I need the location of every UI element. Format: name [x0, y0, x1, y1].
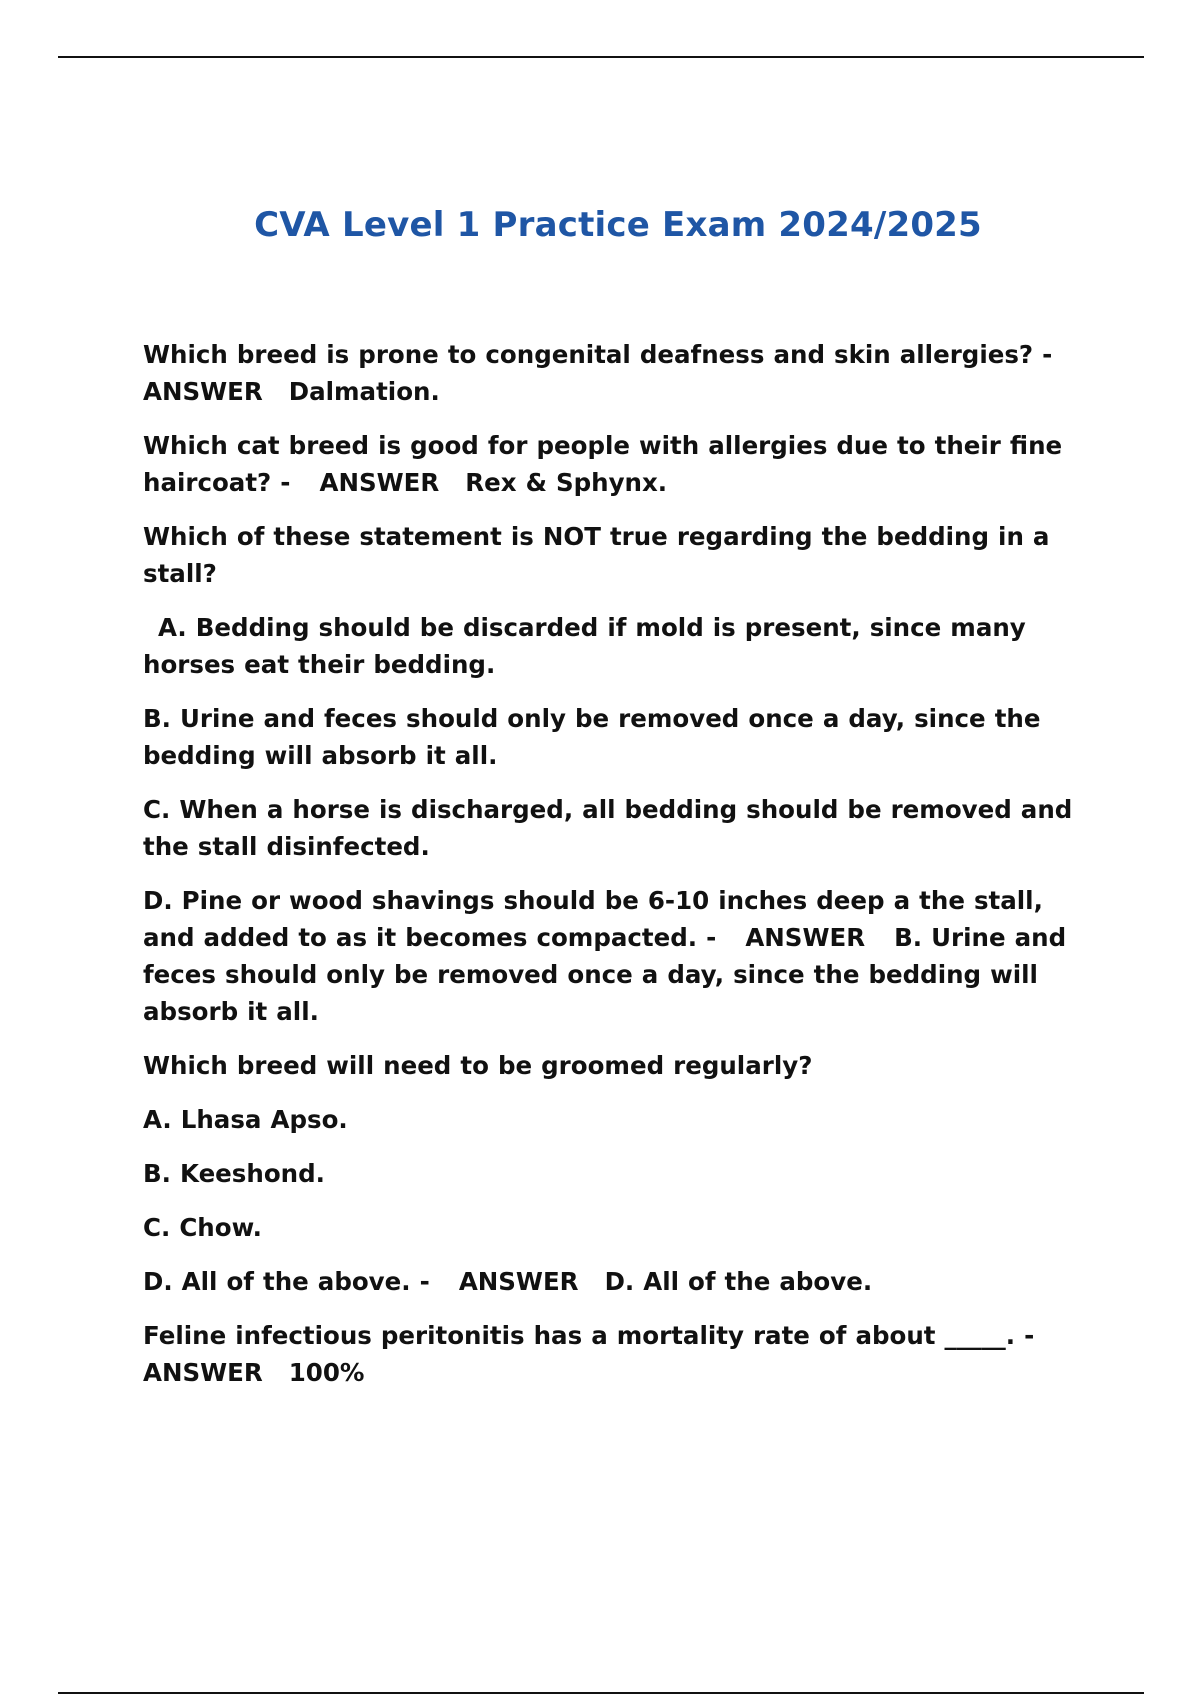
- question-3-answer: B. Urine and feces should only be removed once a day, since the bedding will absorb it all.: [143, 923, 1067, 1026]
- question-5-answer: 100%: [288, 1358, 365, 1387]
- question-3-option-b: B. Urine and feces should only be removed once a day, since the bedding will absorb it all.: [143, 704, 1041, 770]
- question-1: [143, 336, 1093, 410]
- question-4-option-c: C. Chow.: [143, 1213, 262, 1242]
- question-4: Which breed will need to be groomed regularly?: [143, 1051, 813, 1080]
- question-2-answer: Rex & Sphynx.: [465, 468, 668, 497]
- question-4-option-a: A. Lhasa Apso.: [143, 1105, 348, 1134]
- question-4-option-d-text: D. All of the above. -: [143, 1267, 430, 1296]
- answer-label: ANSWER: [319, 468, 440, 497]
- exam-content: [143, 336, 1093, 1408]
- document-title: CVA Level 1 Practice Exam 2024/2025: [254, 205, 982, 245]
- question-1-answer: Dalmation.: [288, 377, 440, 406]
- bottom-rule: [58, 1692, 1144, 1694]
- question-4-option-b: B. Keeshond.: [143, 1159, 325, 1188]
- answer-label: ANSWER: [143, 377, 263, 406]
- question-2: [143, 427, 1093, 501]
- question-3-option-c: C. When a horse is discharged, all bedding should be removed and the stall disinfected.: [143, 795, 1073, 861]
- question-5: [143, 1317, 1093, 1391]
- answer-label: ANSWER: [458, 1267, 579, 1296]
- question-5-text: Feline infectious peritonitis has a mortality rate of about _____. -: [143, 1321, 1035, 1350]
- answer-label: ANSWER: [143, 1358, 263, 1387]
- question-1-text: Which breed is prone to congenital deafness and skin allergies? -: [143, 340, 1053, 369]
- question-3-option-a: A. Bedding should be discarded if mold is present, since many horses eat their bedding.: [143, 613, 1026, 679]
- question-3-option-d: [143, 882, 1093, 1030]
- question-3-option-d-text: D. Pine or wood shavings should be 6-10 inches deep a the stall, and added to as it becomes compacted. -: [143, 886, 1043, 952]
- question-2-text: Which cat breed is good for people with allergies due to their fine haircoat? -: [143, 431, 1063, 497]
- question-3: Which of these statement is NOT true regarding the bedding in a stall?: [143, 522, 1050, 588]
- top-rule: [58, 56, 1144, 58]
- answer-label: ANSWER: [745, 923, 866, 952]
- question-4-answer: D. All of the above.: [604, 1267, 873, 1296]
- question-4-option-d: [143, 1263, 1093, 1300]
